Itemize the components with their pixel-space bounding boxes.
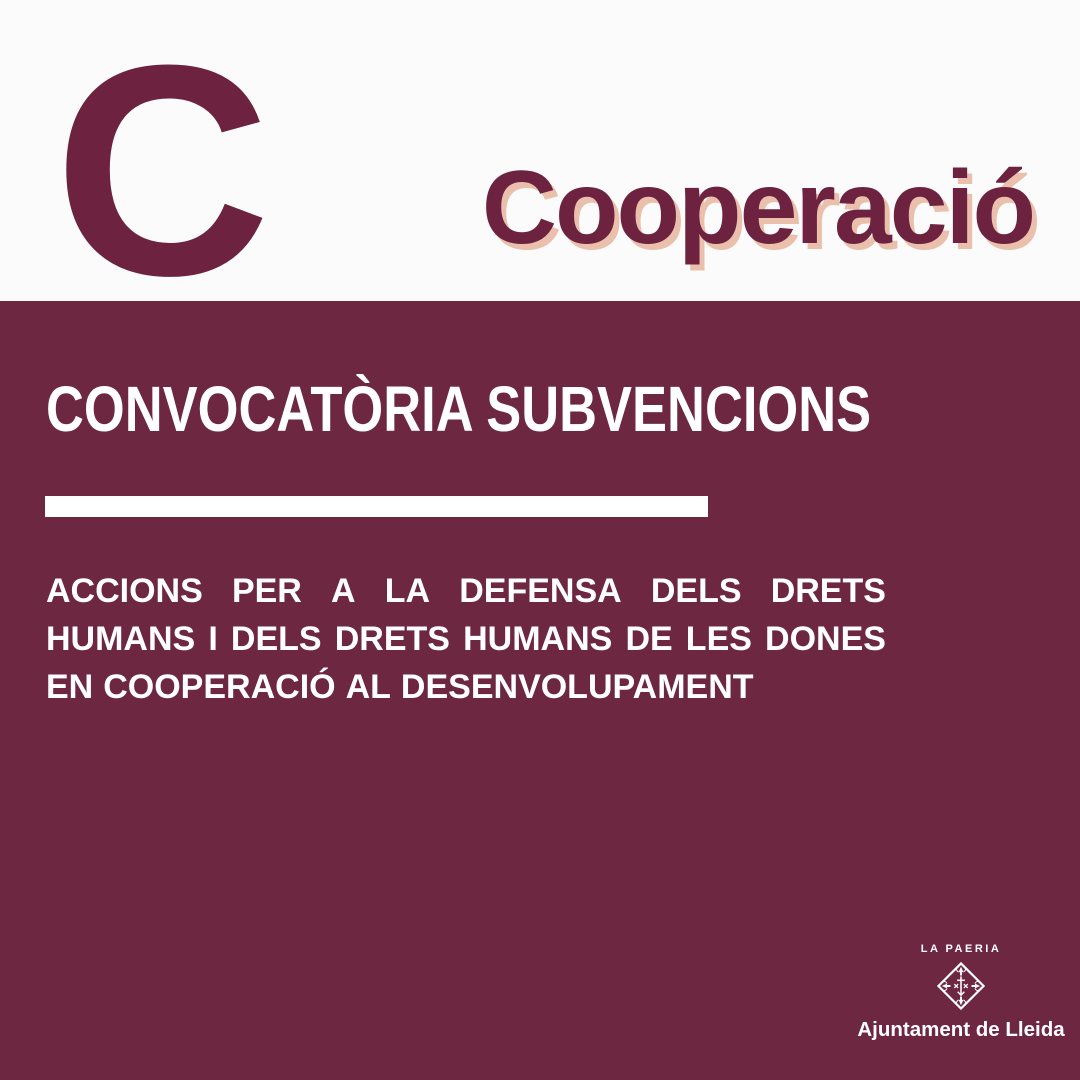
header-band	[0, 0, 1080, 338]
body-text-line: ACCIONS PER A LA DEFENSA DELS DRETS	[46, 571, 886, 610]
body-text-line: HUMANS I DELS DRETS HUMANS DE LES DONES	[46, 619, 886, 658]
body-text	[46, 567, 886, 711]
logo-top-label: LA PAERIA	[920, 943, 1002, 955]
big-letter-c: C	[54, 2, 271, 338]
main-heading: CONVOCATÒRIA SUBVENCIONS	[46, 373, 872, 445]
heading-underline-rule	[45, 496, 708, 517]
logo-bottom-label: Ajuntament de Lleida	[857, 1018, 1065, 1041]
section-title: Cooperació	[481, 150, 1034, 266]
lleida-coat-of-arms-icon	[937, 962, 985, 1010]
body-text-line: EN COOPERACIÓ AL DESENVOLUPAMENT	[46, 667, 754, 706]
city-logo	[857, 943, 1065, 1042]
